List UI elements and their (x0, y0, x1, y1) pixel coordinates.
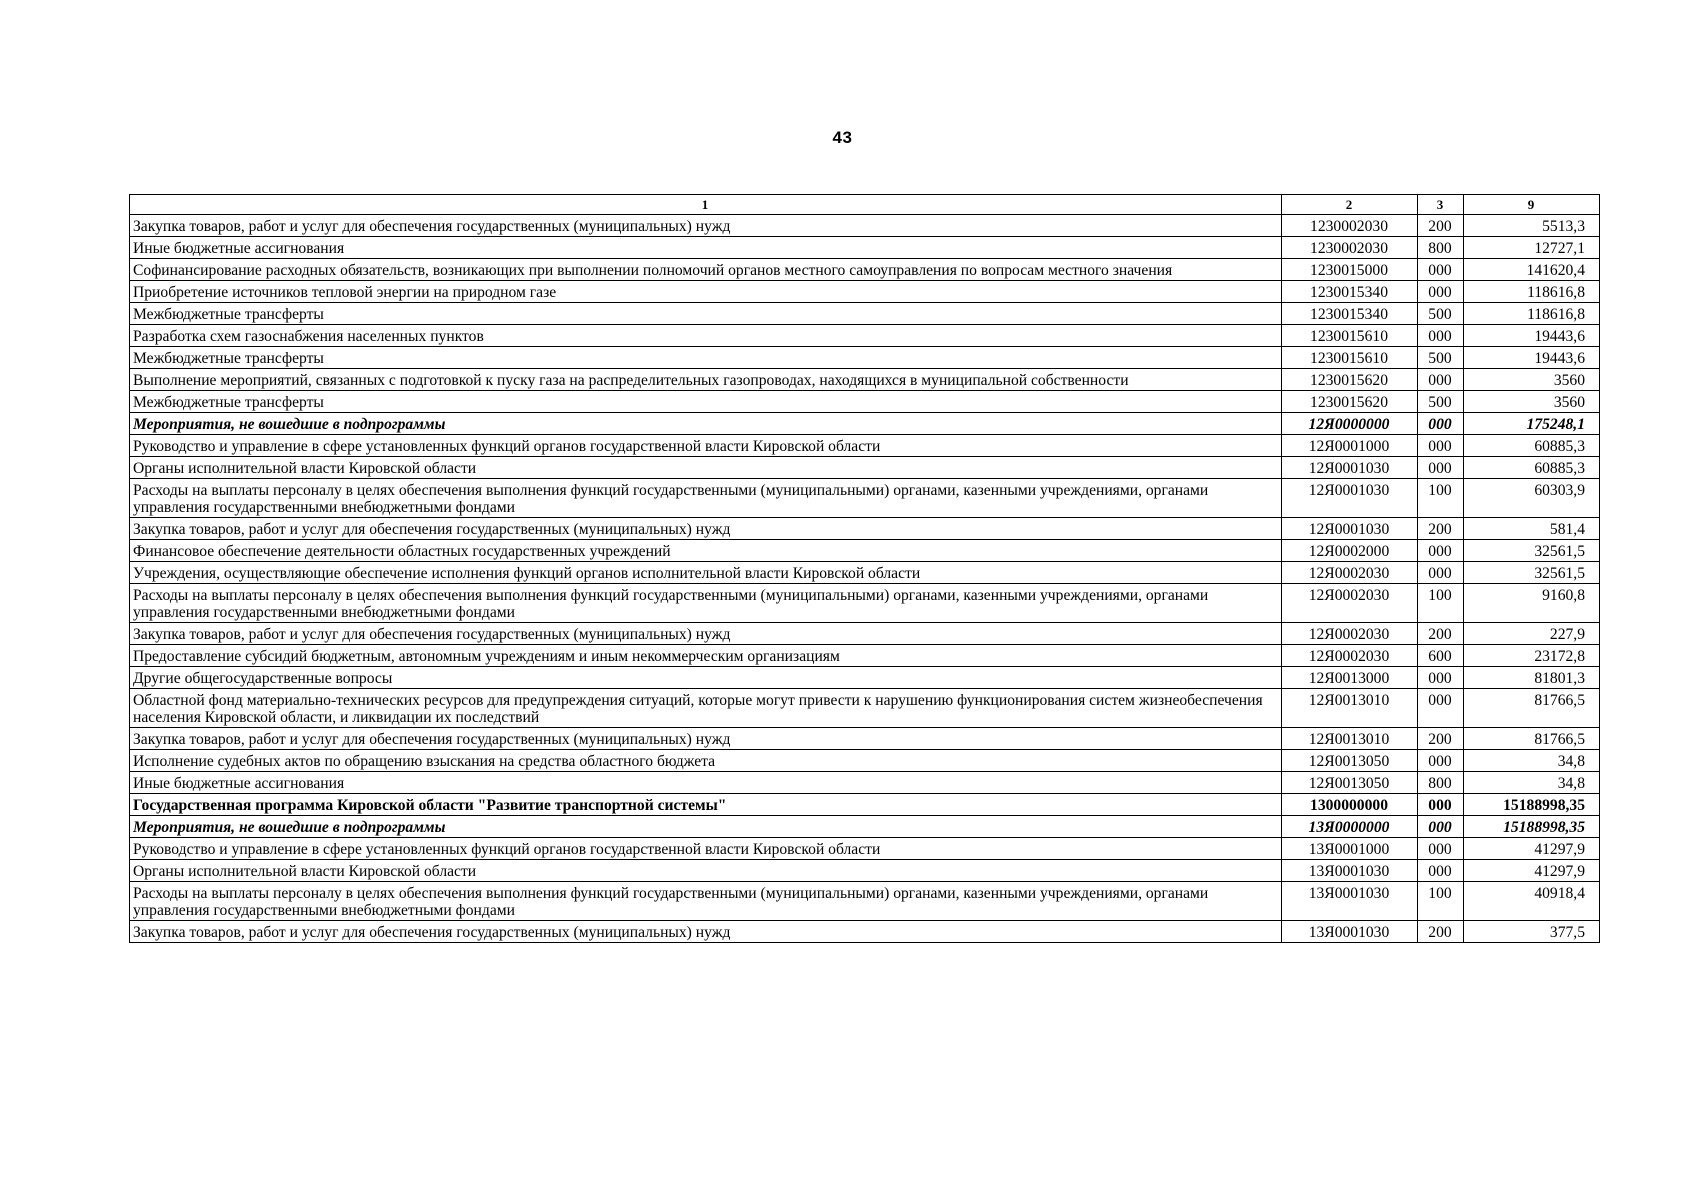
cell-expense-type: 200 (1418, 921, 1464, 943)
cell-code: 13Я0000000 (1282, 816, 1418, 838)
cell-name: Закупка товаров, работ и услуг для обеспечения государственных (муниципальных) нужд (130, 518, 1282, 540)
table-row (130, 816, 1600, 838)
cell-code: 12Я0002000 (1282, 540, 1418, 562)
cell-code: 12Я0002030 (1282, 645, 1418, 667)
page-number: 43 (832, 128, 853, 147)
table-row (130, 479, 1600, 518)
cell-sum: 60885,3 (1464, 435, 1600, 457)
cell-sum: 12727,1 (1464, 237, 1600, 259)
table-body (130, 215, 1600, 943)
cell-name: Органы исполнительной власти Кировской области (130, 457, 1282, 479)
cell-code: 1230002030 (1282, 237, 1418, 259)
table-row (130, 435, 1600, 457)
cell-name: Закупка товаров, работ и услуг для обеспечения государственных (муниципальных) нужд (130, 215, 1282, 237)
cell-code: 12Я0013010 (1282, 728, 1418, 750)
cell-name: Областной фонд материально-технических ресурсов для предупреждения ситуаций, которые могут привести к нарушению функционирования систем жизнеобеспечения населения Кировской области, и ликвидации их последствий (130, 689, 1282, 728)
table-row (130, 518, 1600, 540)
cell-expense-type: 200 (1418, 623, 1464, 645)
cell-name: Мероприятия, не вошедшие в подпрограммы (130, 816, 1282, 838)
table-row (130, 728, 1600, 750)
column-header-code: 2 (1282, 195, 1418, 215)
cell-expense-type: 800 (1418, 772, 1464, 794)
cell-sum: 34,8 (1464, 750, 1600, 772)
cell-code: 12Я0001030 (1282, 457, 1418, 479)
cell-expense-type: 800 (1418, 237, 1464, 259)
cell-name: Исполнение судебных актов по обращению взыскания на средства областного бюджета (130, 750, 1282, 772)
cell-sum: 5513,3 (1464, 215, 1600, 237)
cell-expense-type: 000 (1418, 281, 1464, 303)
table-row (130, 584, 1600, 623)
table-header-row (130, 195, 1600, 215)
cell-sum: 60303,9 (1464, 479, 1600, 518)
table-row (130, 689, 1600, 728)
cell-code: 1230015620 (1282, 369, 1418, 391)
cell-name: Выполнение мероприятий, связанных с подготовкой к пуску газа на распределительных газопроводах, находящихся в муниципальной собственности (130, 369, 1282, 391)
cell-expense-type: 200 (1418, 215, 1464, 237)
table-row (130, 750, 1600, 772)
cell-sum: 81766,5 (1464, 689, 1600, 728)
cell-name: Государственная программа Кировской области "Развитие транспортной системы" (130, 794, 1282, 816)
cell-code: 1300000000 (1282, 794, 1418, 816)
cell-expense-type: 000 (1418, 369, 1464, 391)
cell-expense-type: 200 (1418, 518, 1464, 540)
table-row (130, 667, 1600, 689)
cell-expense-type: 500 (1418, 391, 1464, 413)
cell-sum: 15188998,35 (1464, 794, 1600, 816)
cell-code: 12Я0013050 (1282, 772, 1418, 794)
cell-code: 12Я0002030 (1282, 584, 1418, 623)
cell-sum: 41297,9 (1464, 860, 1600, 882)
column-header-expense-type: 3 (1418, 195, 1464, 215)
cell-expense-type: 000 (1418, 860, 1464, 882)
cell-sum: 175248,1 (1464, 413, 1600, 435)
cell-expense-type: 000 (1418, 259, 1464, 281)
cell-expense-type: 100 (1418, 584, 1464, 623)
cell-sum: 141620,4 (1464, 259, 1600, 281)
cell-expense-type: 100 (1418, 882, 1464, 921)
table-row (130, 369, 1600, 391)
cell-code: 12Я0002030 (1282, 623, 1418, 645)
budget-table (129, 194, 1600, 943)
cell-expense-type: 000 (1418, 750, 1464, 772)
cell-code: 12Я0002030 (1282, 562, 1418, 584)
cell-expense-type: 000 (1418, 838, 1464, 860)
cell-sum: 581,4 (1464, 518, 1600, 540)
table-row (130, 860, 1600, 882)
cell-name: Органы исполнительной власти Кировской области (130, 860, 1282, 882)
cell-sum: 3560 (1464, 391, 1600, 413)
cell-name: Руководство и управление в сфере установленных функций органов государственной власти Кировской области (130, 435, 1282, 457)
cell-expense-type: 000 (1418, 667, 1464, 689)
cell-sum: 32561,5 (1464, 562, 1600, 584)
cell-name: Мероприятия, не вошедшие в подпрограммы (130, 413, 1282, 435)
cell-code: 13Я0001000 (1282, 838, 1418, 860)
cell-code: 1230015340 (1282, 281, 1418, 303)
cell-name: Закупка товаров, работ и услуг для обеспечения государственных (муниципальных) нужд (130, 728, 1282, 750)
cell-name: Руководство и управление в сфере установленных функций органов государственной власти Кировской области (130, 838, 1282, 860)
cell-code: 12Я0000000 (1282, 413, 1418, 435)
cell-sum: 60885,3 (1464, 457, 1600, 479)
cell-name: Приобретение источников тепловой энергии на природном газе (130, 281, 1282, 303)
table-row (130, 838, 1600, 860)
cell-name: Межбюджетные трансферты (130, 303, 1282, 325)
cell-sum: 40918,4 (1464, 882, 1600, 921)
cell-expense-type: 000 (1418, 689, 1464, 728)
cell-sum: 34,8 (1464, 772, 1600, 794)
column-header-name: 1 (130, 195, 1282, 215)
cell-code: 12Я0013000 (1282, 667, 1418, 689)
cell-name: Иные бюджетные ассигнования (130, 237, 1282, 259)
cell-code: 1230015610 (1282, 325, 1418, 347)
table-row (130, 623, 1600, 645)
column-header-sum: 9 (1464, 195, 1600, 215)
table-row (130, 237, 1600, 259)
cell-code: 1230015620 (1282, 391, 1418, 413)
cell-name: Закупка товаров, работ и услуг для обеспечения государственных (муниципальных) нужд (130, 623, 1282, 645)
cell-sum: 81801,3 (1464, 667, 1600, 689)
cell-expense-type: 000 (1418, 457, 1464, 479)
cell-name: Иные бюджетные ассигнования (130, 772, 1282, 794)
cell-expense-type: 500 (1418, 303, 1464, 325)
table-row (130, 325, 1600, 347)
cell-sum: 9160,8 (1464, 584, 1600, 623)
table-row (130, 391, 1600, 413)
table-row (130, 921, 1600, 943)
cell-code: 12Я0013010 (1282, 689, 1418, 728)
cell-name: Расходы на выплаты персоналу в целях обеспечения выполнения функций государственными (муниципальными) органами, казенными учреждениями, органами управления государственными внебюджетными фондами (130, 882, 1282, 921)
table-row (130, 772, 1600, 794)
cell-name: Межбюджетные трансферты (130, 391, 1282, 413)
table-row (130, 215, 1600, 237)
table-row (130, 347, 1600, 369)
cell-code: 1230015340 (1282, 303, 1418, 325)
cell-name: Предоставление субсидий бюджетным, автономным учреждениям и иным некоммерческим организациям (130, 645, 1282, 667)
table-row (130, 259, 1600, 281)
cell-code: 1230015610 (1282, 347, 1418, 369)
cell-name: Софинансирование расходных обязательств, возникающих при выполнении полномочий органов местного самоуправления по вопросам местного значения (130, 259, 1282, 281)
cell-sum: 227,9 (1464, 623, 1600, 645)
cell-code: 13Я0001030 (1282, 921, 1418, 943)
cell-expense-type: 000 (1418, 816, 1464, 838)
cell-name: Межбюджетные трансферты (130, 347, 1282, 369)
cell-code: 12Я0001030 (1282, 479, 1418, 518)
table-row (130, 413, 1600, 435)
table-row (130, 794, 1600, 816)
cell-sum: 3560 (1464, 369, 1600, 391)
cell-expense-type: 000 (1418, 435, 1464, 457)
cell-expense-type: 600 (1418, 645, 1464, 667)
table-row (130, 540, 1600, 562)
cell-sum: 23172,8 (1464, 645, 1600, 667)
table-row (130, 882, 1600, 921)
cell-expense-type: 000 (1418, 562, 1464, 584)
cell-expense-type: 000 (1418, 794, 1464, 816)
table-row (130, 562, 1600, 584)
cell-name: Расходы на выплаты персоналу в целях обеспечения выполнения функций государственными (муниципальными) органами, казенными учреждениями, органами управления государственными внебюджетными фондами (130, 479, 1282, 518)
table-row (130, 303, 1600, 325)
cell-code: 12Я0001030 (1282, 518, 1418, 540)
cell-code: 1230002030 (1282, 215, 1418, 237)
cell-expense-type: 100 (1418, 479, 1464, 518)
cell-expense-type: 000 (1418, 413, 1464, 435)
cell-code: 12Я0001000 (1282, 435, 1418, 457)
cell-name: Финансовое обеспечение деятельности областных государственных учреждений (130, 540, 1282, 562)
cell-sum: 81766,5 (1464, 728, 1600, 750)
cell-code: 1230015000 (1282, 259, 1418, 281)
cell-sum: 19443,6 (1464, 325, 1600, 347)
cell-name: Разработка схем газоснабжения населенных пунктов (130, 325, 1282, 347)
cell-expense-type: 500 (1418, 347, 1464, 369)
cell-sum: 118616,8 (1464, 303, 1600, 325)
cell-name: Другие общегосударственные вопросы (130, 667, 1282, 689)
table-row (130, 645, 1600, 667)
cell-code: 13Я0001030 (1282, 860, 1418, 882)
cell-code: 13Я0001030 (1282, 882, 1418, 921)
cell-sum: 19443,6 (1464, 347, 1600, 369)
cell-sum: 377,5 (1464, 921, 1600, 943)
cell-expense-type: 200 (1418, 728, 1464, 750)
table-row (130, 457, 1600, 479)
cell-expense-type: 000 (1418, 540, 1464, 562)
cell-name: Расходы на выплаты персоналу в целях обеспечения выполнения функций государственными (муниципальными) органами, казенными учреждениями, органами управления государственными внебюджетными фондами (130, 584, 1282, 623)
cell-code: 12Я0013050 (1282, 750, 1418, 772)
cell-sum: 41297,9 (1464, 838, 1600, 860)
cell-sum: 32561,5 (1464, 540, 1600, 562)
cell-sum: 15188998,35 (1464, 816, 1600, 838)
cell-name: Закупка товаров, работ и услуг для обеспечения государственных (муниципальных) нужд (130, 921, 1282, 943)
cell-name: Учреждения, осуществляющие обеспечение исполнения функций органов исполнительной власти Кировской области (130, 562, 1282, 584)
cell-expense-type: 000 (1418, 325, 1464, 347)
cell-sum: 118616,8 (1464, 281, 1600, 303)
table-row (130, 281, 1600, 303)
